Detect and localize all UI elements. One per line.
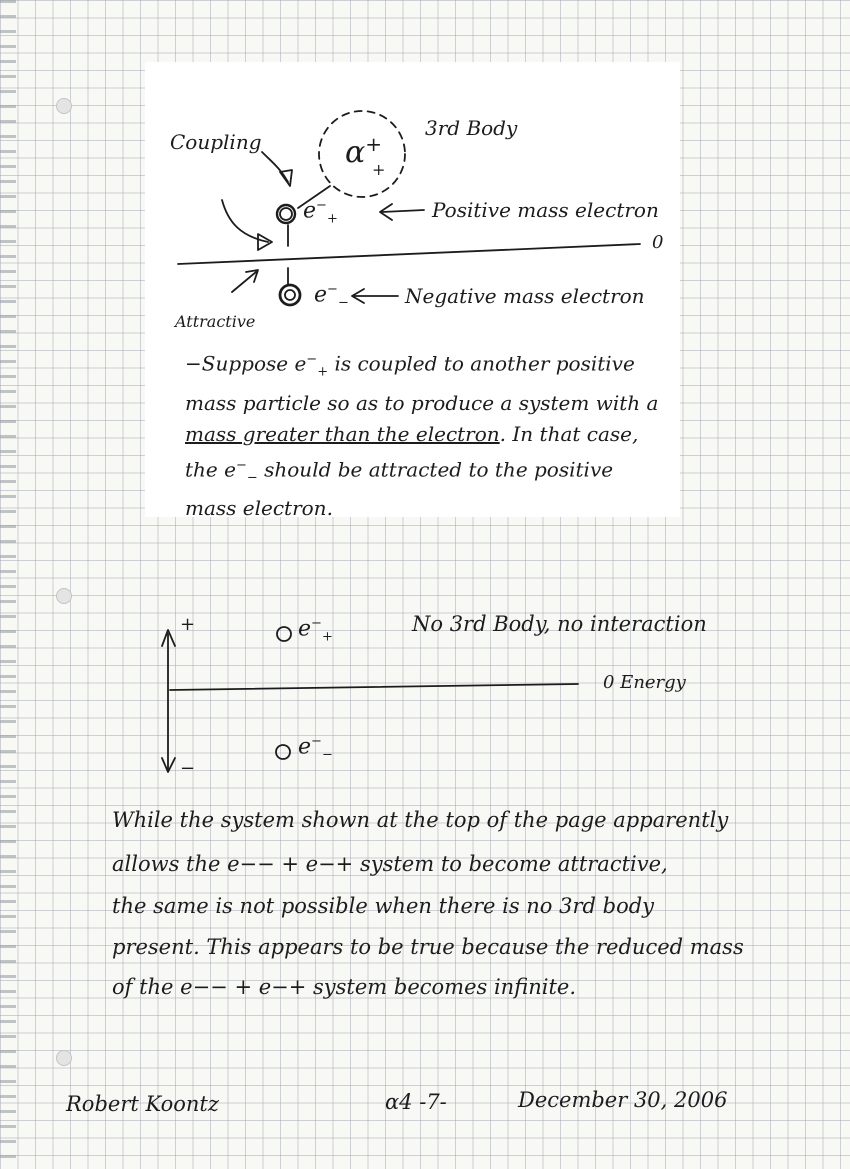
paragraph-2-line-2: allows the e−− + e−+ system to become attractive, — [112, 852, 668, 876]
positive-electron-symbol: $e^-_+$ — [303, 198, 338, 227]
positive-electron-label: Positive mass electron — [432, 198, 659, 222]
page-date: December 30, 2006 — [518, 1088, 728, 1112]
negative-mass-electron-inner — [285, 290, 295, 300]
positive-mass-electron-inner — [280, 208, 292, 220]
attractive-label: Attractive — [175, 312, 256, 331]
zero-energy-label: 0 Energy — [603, 672, 686, 693]
negative-electron-symbol: $e^-_-$ — [314, 282, 349, 311]
no-third-body-note: No 3rd Body, no interaction — [412, 612, 707, 636]
bottom-positive-electron-circle — [277, 627, 291, 641]
bottom-negative-electron-circle — [276, 745, 290, 759]
attractive-arrow — [232, 272, 256, 292]
paragraph-2-line-3: the same is not possible when there is no 3rd body — [112, 894, 655, 918]
paragraph-2-line-4: present. This appears to be true because the reduced mass — [112, 935, 744, 959]
alpha-inner-plus: + — [372, 160, 386, 179]
zero-energy-line — [170, 684, 578, 690]
author-signature: Robert Koontz — [66, 1092, 219, 1116]
alpha-charge: + — [365, 132, 383, 156]
third-body-label: 3rd Body — [425, 116, 518, 140]
underlined-mass-phrase: mass greater than the electron — [185, 421, 500, 446]
zero-axis — [178, 244, 640, 264]
coupling-label: Coupling — [170, 130, 262, 154]
negative-mass-electron-circle — [280, 285, 300, 305]
paragraph-suppose: −Suppose $e^-_+$ is coupled to another positive mass particle so as to produce a system with a mass greater than the electron. In that case, the $e^-_-$ should be attracted to the positive mass electron. — [185, 351, 659, 521]
bottom-positive-electron-symbol: $e^-_+$ — [298, 616, 333, 645]
zero-label: 0 — [652, 232, 664, 253]
minus-label: − — [180, 758, 196, 779]
bottom-negative-electron-symbol: $e^-_-$ — [298, 734, 333, 763]
paragraph-2-line-1: While the system shown at the top of the page apparently — [112, 808, 729, 832]
positive-label-arrow — [382, 210, 424, 212]
alpha-symbol: α — [345, 135, 366, 170]
plus-label: + — [180, 614, 196, 635]
paragraph-2-line-5: of the e−− + e−+ system becomes infinite. — [112, 975, 576, 999]
negative-electron-label: Negative mass electron — [405, 284, 645, 308]
page-marker: α4 -7- — [385, 1090, 447, 1114]
